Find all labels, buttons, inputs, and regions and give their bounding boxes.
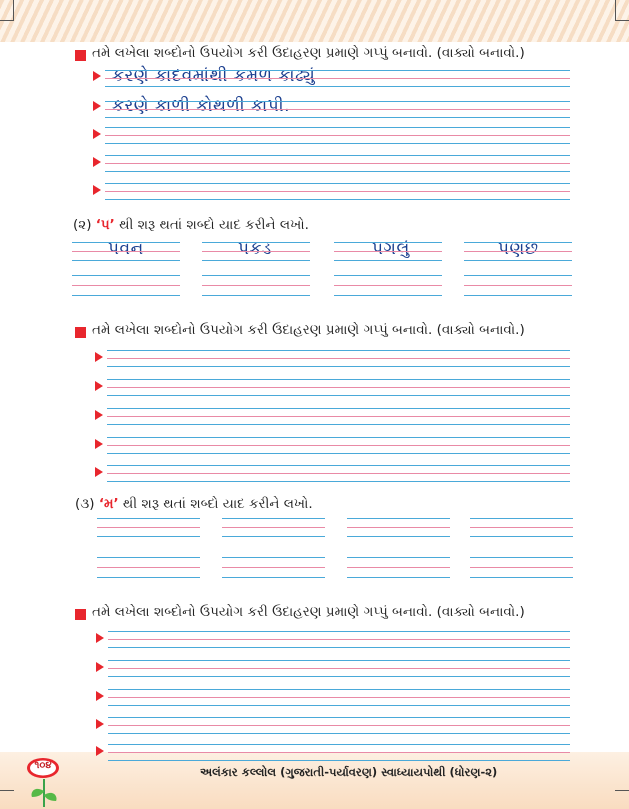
answer-line[interactable] <box>105 155 570 156</box>
answer-line[interactable] <box>464 275 572 276</box>
writing-rule <box>105 163 570 164</box>
answer-line[interactable] <box>108 631 570 632</box>
arrow-bullet-icon <box>93 71 101 81</box>
arrow-bullet-icon <box>95 467 103 477</box>
page-number: ૧૦૪ <box>34 760 52 771</box>
arrow-bullet-icon <box>96 633 104 643</box>
writing-rule <box>470 567 573 568</box>
top-decorative-band <box>0 0 629 42</box>
writing-rule <box>470 577 573 578</box>
writing-rule <box>72 260 180 261</box>
writing-rule <box>464 251 572 252</box>
arrow-bullet-icon <box>95 352 103 362</box>
writing-rule <box>107 445 570 446</box>
writing-rule <box>464 285 572 286</box>
writing-rule <box>105 171 570 172</box>
answer-line[interactable] <box>107 465 570 466</box>
answer-line[interactable] <box>105 183 570 184</box>
leaf-stem-icon <box>28 779 60 807</box>
writing-rule <box>97 536 200 537</box>
instruction-text: તમે લખેલા શબ્દોનો ઉપયોગ કરી ઉદાહરણ પ્રમાણે ગપ્પું બનાવો. (વાક્યો બનાવો.) <box>92 322 525 338</box>
writing-rule <box>108 697 570 698</box>
writing-rule <box>202 285 310 286</box>
answer-line[interactable] <box>108 689 570 690</box>
instruction-text: તમે લખેલા શબ્દોનો ઉપયોગ કરી ઉદાહરણ પ્રમાણે ગપ્પું બનાવો. (વાક્યો બનાવો.) <box>92 45 525 61</box>
writing-rule <box>105 135 570 136</box>
example-sentence: કરણે કાદવમાંથી કમળ કાઢ્યું <box>112 66 316 86</box>
writing-rule <box>72 242 180 243</box>
question-3-heading <box>75 496 313 512</box>
crop-mark <box>615 790 629 791</box>
question-number: (૨) <box>73 217 92 233</box>
writing-rule <box>72 295 180 296</box>
writing-rule <box>97 527 200 528</box>
answer-line[interactable] <box>347 518 450 519</box>
answer-line[interactable] <box>347 557 450 558</box>
answer-line[interactable] <box>107 437 570 438</box>
answer-line[interactable] <box>222 557 325 558</box>
answer-line[interactable] <box>470 518 573 519</box>
answer-line[interactable] <box>97 557 200 558</box>
answer-line[interactable] <box>334 275 442 276</box>
question-letter: ‘પ’ <box>95 217 115 233</box>
arrow-bullet-icon <box>95 410 103 420</box>
writing-rule <box>107 453 570 454</box>
writing-rule <box>107 424 570 425</box>
writing-rule <box>334 251 442 252</box>
writing-rule <box>107 358 570 359</box>
answer-line[interactable] <box>222 518 325 519</box>
writing-rule <box>72 251 180 252</box>
writing-rule <box>105 191 570 192</box>
word-answer: પગલું <box>372 239 410 259</box>
writing-rule <box>97 567 200 568</box>
writing-rule <box>108 668 570 669</box>
answer-line[interactable] <box>107 350 570 351</box>
writing-rule <box>105 86 570 87</box>
writing-rule <box>108 760 570 761</box>
arrow-bullet-icon <box>96 662 104 672</box>
writing-rule <box>347 577 450 578</box>
writing-rule <box>97 577 200 578</box>
answer-line[interactable] <box>105 127 570 128</box>
writing-rule <box>105 199 570 200</box>
writing-rule <box>107 481 570 482</box>
writing-rule <box>347 527 450 528</box>
writing-rule <box>72 285 180 286</box>
writing-rule <box>222 536 325 537</box>
arrow-bullet-icon <box>93 129 101 139</box>
writing-rule <box>107 387 570 388</box>
answer-line[interactable] <box>108 660 570 661</box>
writing-rule <box>334 285 442 286</box>
writing-rule <box>222 577 325 578</box>
writing-rule <box>107 366 570 367</box>
question-text: થી શરૂ થતાં શબ્દો યાદ કરીને લખો. <box>119 217 309 233</box>
writing-rule <box>107 473 570 474</box>
arrow-bullet-icon <box>93 101 101 111</box>
arrow-bullet-icon <box>96 691 104 701</box>
arrow-bullet-icon <box>93 157 101 167</box>
word-answer: પકડ <box>238 239 272 259</box>
arrow-bullet-icon <box>96 746 104 756</box>
writing-rule <box>105 101 570 102</box>
book-title: અલંકાર કલ્લોલ (ગુજરાતી-પર્યાવરણ) સ્વાધ્યાયપોથી (ધોરણ-૨) <box>200 765 498 779</box>
bullet-square-icon <box>75 609 86 620</box>
writing-rule <box>464 260 572 261</box>
bullet-square-icon <box>75 50 86 61</box>
writing-rule <box>347 567 450 568</box>
writing-rule <box>464 295 572 296</box>
example-sentence: કરણે કાળી કોથળી કાપી. <box>112 96 290 116</box>
bullet-square-icon <box>75 327 86 338</box>
writing-rule <box>108 733 570 734</box>
word-answer: પવન <box>108 239 144 259</box>
arrow-bullet-icon <box>95 439 103 449</box>
writing-rule <box>105 109 570 110</box>
writing-rule <box>108 639 570 640</box>
arrow-bullet-icon <box>93 185 101 195</box>
writing-rule <box>108 725 570 726</box>
writing-rule <box>107 416 570 417</box>
crop-mark <box>0 20 14 21</box>
answer-line[interactable] <box>107 408 570 409</box>
question-letter: ‘મ’ <box>98 496 119 512</box>
question-number: (૩) <box>75 496 95 512</box>
writing-rule <box>108 752 570 753</box>
writing-rule <box>108 647 570 648</box>
writing-rule <box>470 527 573 528</box>
writing-rule <box>222 527 325 528</box>
writing-rule <box>202 251 310 252</box>
writing-rule <box>105 70 570 71</box>
answer-line[interactable] <box>72 275 180 276</box>
crop-mark <box>615 0 616 20</box>
writing-rule <box>222 567 325 568</box>
writing-rule <box>105 143 570 144</box>
answer-line[interactable] <box>470 557 573 558</box>
writing-rule <box>108 676 570 677</box>
crop-mark <box>615 20 629 21</box>
crop-mark <box>0 790 14 791</box>
answer-line[interactable] <box>108 744 570 745</box>
writing-rule <box>464 242 572 243</box>
writing-rule <box>347 536 450 537</box>
writing-rule <box>470 536 573 537</box>
answer-line[interactable] <box>108 717 570 718</box>
writing-rule <box>202 295 310 296</box>
answer-line[interactable] <box>202 275 310 276</box>
writing-rule <box>107 395 570 396</box>
writing-rule <box>334 260 442 261</box>
word-answer: પણછ <box>498 239 539 259</box>
question-text: થી શરૂ થતાં શબ્દો યાદ કરીને લખો. <box>122 496 313 512</box>
writing-rule <box>105 117 570 118</box>
writing-rule <box>105 78 570 79</box>
writing-rule <box>334 295 442 296</box>
question-2-heading <box>73 217 309 233</box>
writing-rule <box>202 242 310 243</box>
writing-rule <box>202 260 310 261</box>
arrow-bullet-icon <box>96 719 104 729</box>
answer-line[interactable] <box>97 518 200 519</box>
answer-line[interactable] <box>107 379 570 380</box>
writing-rule <box>108 705 570 706</box>
crop-mark <box>13 0 14 20</box>
instruction-text: તમે લખેલા શબ્દોનો ઉપયોગ કરી ઉદાહરણ પ્રમાણે ગપ્પું બનાવો. (વાક્યો બનાવો.) <box>92 604 525 620</box>
writing-rule <box>334 242 442 243</box>
arrow-bullet-icon <box>95 381 103 391</box>
